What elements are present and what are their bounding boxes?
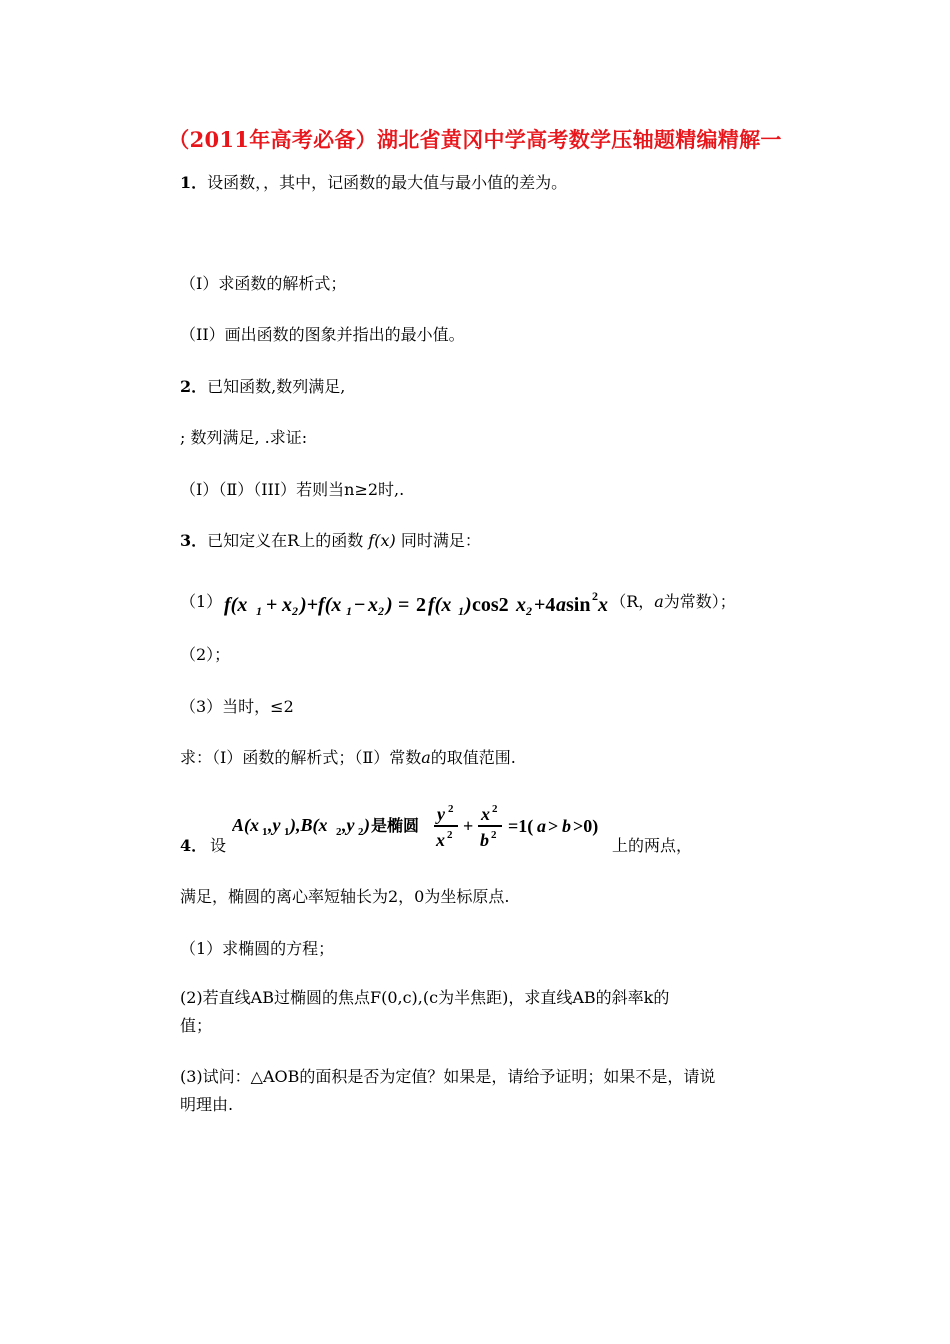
svg-text:2: 2	[378, 603, 385, 618]
svg-text:2: 2	[526, 603, 533, 618]
document-title: （2011年高考必备）湖北省黄冈中学高考数学压轴题精编精解一	[168, 127, 782, 152]
q3-condition-2: （2）；	[180, 645, 231, 664]
q1-part1: （I）求函数的解析式；	[180, 274, 347, 293]
svg-text:+: +	[463, 816, 474, 836]
svg-text:a: a	[556, 593, 567, 616]
svg-text:x: x	[481, 804, 490, 824]
svg-text:2: 2	[447, 829, 453, 841]
q3-c1-tail-post: 为常数）；	[663, 592, 736, 611]
svg-text:sin: sin	[566, 593, 591, 616]
q2-line	[180, 377, 345, 397]
svg-text:1: 1	[284, 826, 290, 838]
svg-text:−: −	[354, 593, 366, 616]
svg-text:,y: ,y	[268, 815, 281, 835]
svg-text:>0): >0)	[573, 816, 599, 836]
svg-text:+4: +4	[534, 593, 556, 616]
svg-text:a: a	[537, 816, 546, 836]
q2-number: 2．	[180, 377, 208, 396]
svg-text:),B(x: ),B(x	[290, 815, 328, 835]
q3-text-before: 已知定义在R上的函数	[207, 531, 364, 550]
svg-text:b: b	[480, 830, 489, 850]
svg-text:x: x	[436, 830, 445, 850]
svg-text:): )	[386, 593, 393, 616]
q3-ask-post: 的取值范围.	[430, 748, 516, 767]
q4-ellipse-formula	[232, 798, 612, 858]
q1-line	[180, 173, 567, 193]
svg-text:=: =	[398, 593, 410, 616]
q1-part2: （II）画出函数的图象并指出的最小值。	[180, 325, 465, 344]
q2-text: 已知函数,数列满足,	[207, 377, 346, 396]
svg-text:1: 1	[458, 603, 465, 618]
q4-part2-line2: 值；	[180, 1016, 213, 1035]
q3-condition-3: （3）当时，≤2	[180, 697, 294, 716]
svg-text:cos2: cos2	[472, 593, 509, 616]
svg-text:b: b	[562, 816, 571, 836]
q3-c1-tail-pre: （R，	[610, 592, 655, 611]
svg-text:A(x: A(x	[232, 815, 259, 835]
q3-c1-tail-var: a	[654, 592, 664, 611]
svg-text:): )	[364, 815, 370, 835]
q3-ask-var: a	[421, 748, 431, 767]
svg-text:2: 2	[448, 803, 454, 815]
svg-text:+: +	[266, 593, 278, 616]
svg-text:x: x	[282, 593, 293, 616]
q3-functional-equation-formula	[222, 585, 610, 621]
q3-line	[180, 531, 481, 551]
svg-text:2: 2	[292, 603, 299, 618]
q1-number: 1．	[180, 173, 208, 192]
svg-text:): )	[465, 593, 472, 616]
svg-text:x: x	[368, 593, 379, 616]
svg-text:2: 2	[492, 803, 498, 815]
svg-text:1: 1	[256, 603, 263, 618]
q4-part2-line1: (2)若直线AB过椭圆的焦点F(0,c),(c为半焦距)，求直线AB的斜率k的	[180, 988, 670, 1007]
svg-text:2: 2	[358, 826, 364, 838]
svg-text:x: x	[598, 593, 609, 616]
q4-part3-line2: 明理由.	[180, 1095, 234, 1114]
q4-pre: 设	[210, 836, 227, 855]
q4-formula-word: 是椭圆	[371, 818, 420, 835]
svg-text:2: 2	[592, 588, 599, 603]
q4-part3-line1: (3)试问：△AOB的面积是否为定值？如果是，请给予证明；如果不是，请说	[180, 1067, 716, 1086]
svg-text:f(x: f(x	[224, 593, 248, 616]
svg-text:2: 2	[491, 829, 497, 841]
svg-text:2: 2	[416, 593, 427, 616]
svg-text:=1(: =1(	[508, 816, 534, 836]
q4-part1: （1）求椭圆的方程；	[180, 939, 335, 958]
q4-post: 上的两点，	[612, 836, 693, 855]
svg-text:f(x: f(x	[428, 593, 452, 616]
svg-text:>: >	[548, 816, 559, 836]
q2-line2: ; 数列满足, .求证:	[180, 428, 308, 447]
q4-line2: 满足，椭圆的离心率短轴长为2，0为坐标原点.	[180, 887, 510, 906]
q3-func: f(x)	[368, 531, 396, 550]
svg-text:x: x	[516, 593, 527, 616]
q4-number: 4．	[180, 836, 208, 855]
q3-c1-label: （1）	[180, 592, 223, 611]
svg-text:2: 2	[336, 826, 342, 838]
svg-text:y: y	[437, 804, 445, 824]
q3-ask-pre: 求：（Ⅰ）函数的解析式；（Ⅱ）常数	[180, 748, 422, 767]
svg-text:)+f(x: )+f(x	[300, 593, 342, 616]
q2-line3: （Ⅰ）（Ⅱ）（III）若则当n≥2时,.	[180, 480, 405, 499]
q3-condition-1	[180, 584, 736, 620]
svg-text:1: 1	[346, 603, 353, 618]
q3-ask	[180, 748, 516, 768]
svg-text:,y: ,y	[342, 815, 355, 835]
svg-text:1: 1	[262, 826, 268, 838]
q1-text: 设函数，，其中，记函数的最大值与最小值的差为。	[207, 173, 568, 192]
q3-number: 3．	[180, 531, 208, 550]
q3-text-after: 同时满足：	[400, 531, 481, 550]
